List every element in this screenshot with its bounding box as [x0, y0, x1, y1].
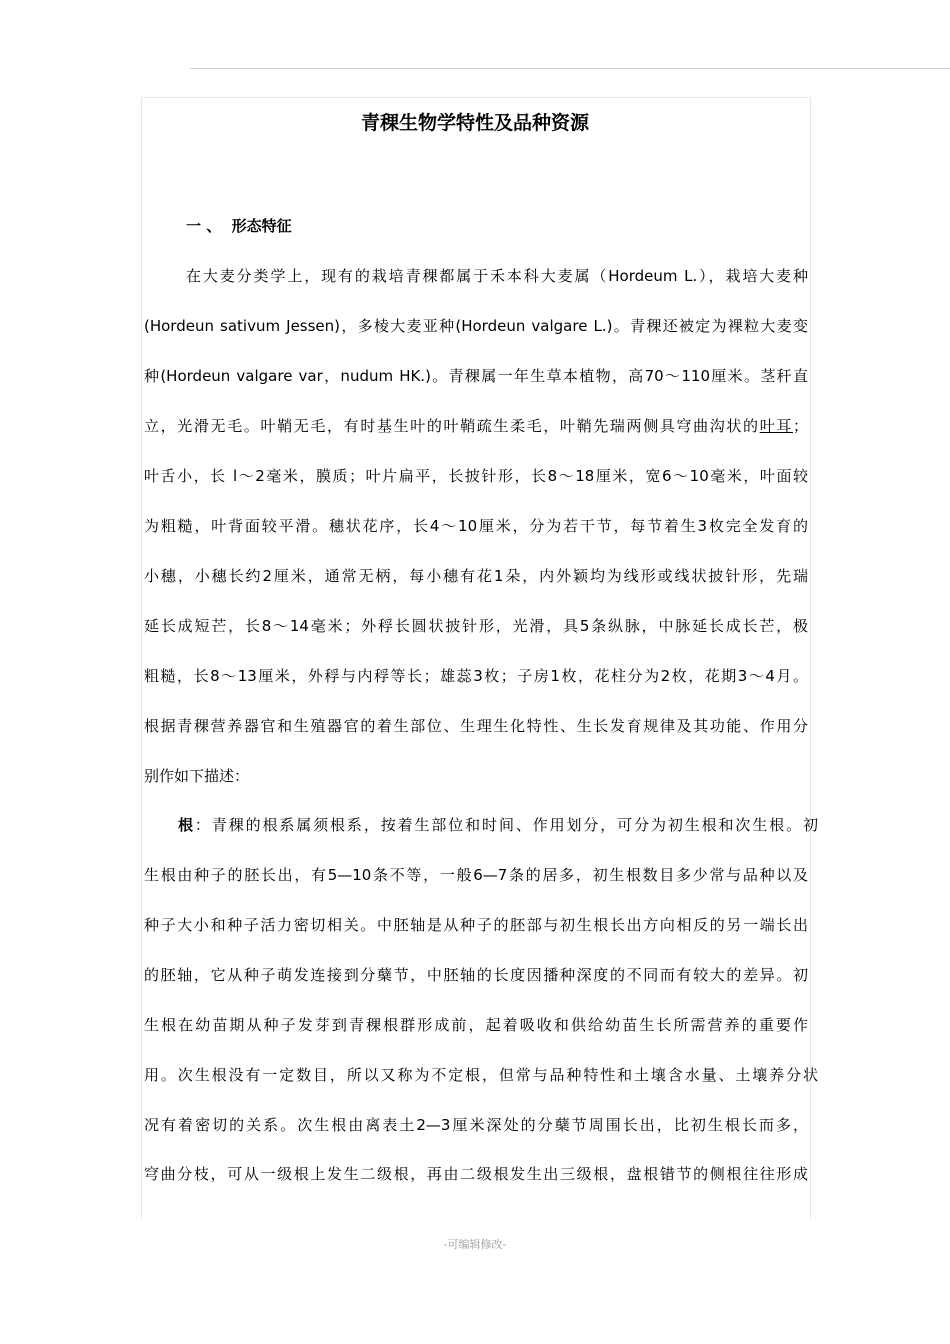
paragraph-line: 种子大小和种子活力密切相关。中胚轴是从种子的胚部与初生根长出方向相反的另一端长出	[144, 916, 808, 934]
paragraph-line: 粗糙，长8～13厘米，外稃与内稃等长；雄蕊3枚；子房1枚，花柱分为2枚，花期3～4月。	[144, 667, 808, 685]
paragraph-line: 的胚轴，它从种子萌发连接到分蘖节，中胚轴的长度因播种深度的不同而有较大的差异。初	[144, 966, 808, 984]
paragraph-line: 况有着密切的关系。次生根由离表土2—3厘米深处的分蘖节周围长出，比初生根长而多，	[144, 1116, 808, 1134]
paragraph-line: 根据青稞营养器官和生殖器官的着生部位、生理生化特性、生长发育规律及其功能、作用分	[144, 717, 808, 735]
punctuation: ；	[792, 417, 808, 435]
paragraph-text: 立，光滑无毛。叶鞘无毛，有时基生叶的叶鞘疏生柔毛，叶鞘先瑞两侧具穹曲沟状的	[144, 417, 760, 435]
paragraph-line: 小穗，小穗长约2厘米，通常无柄，每小穗有花1朵，内外颖均为线形或线状披针形，先瑞	[144, 567, 808, 585]
paragraph-line: 别作如下描述：	[144, 767, 250, 785]
page-footer: -可编辑修改-	[443, 1238, 507, 1251]
paragraph-line: 用。次生根没有一定数目，所以又称为不定根，但常与品种特性和土壤含水量、土壤养分状	[144, 1066, 818, 1084]
section-heading: 一 、 形态特征	[186, 217, 292, 235]
header-rule	[190, 68, 950, 69]
leaf-ear-term: 叶耳	[759, 417, 793, 435]
paragraph-line: 在大麦分类学上，现有的栽培青稞都属于禾本科大麦属（Hordeum L.），栽培大麦种	[186, 267, 808, 285]
paragraph-line	[144, 414, 808, 438]
document-title: 青稞生物学特性及品种资源	[360, 112, 589, 134]
paragraph-line: 生根在幼苗期从种子发芽到青稞根群形成前，起着吸收和供给幼苗生长所需营养的重要作	[144, 1016, 808, 1034]
paragraph-line: 延长成短芒，长8～14毫米；外稃长圆状披针形，光滑，具5条纵脉，中脉延长成长芒，极	[144, 617, 808, 635]
paragraph-line: 穹曲分枝，可从一级根上发生二级根，再由二级根发生出三级根，盘根错节的侧根往往形成	[144, 1165, 808, 1183]
paragraph-line: (Hordeun sativum Jessen)，多棱大麦亚种(Hordeun valgare L.)。青稞还被定为裸粒大麦变	[144, 317, 808, 335]
paragraph-text: ：青稞的根系属须根系，按着生部位和时间、作用划分，可分为初生根和次生根。初	[194, 816, 818, 834]
root-paragraph-line	[178, 813, 818, 837]
root-label: 根	[178, 816, 195, 834]
paragraph-line: 为粗糙，叶背面较平滑。穗状花序，长4～10厘米，分为若干节，每节着生3枚完全发育的	[144, 517, 808, 535]
paragraph-line: 种(Hordeun valgare var，nudum HK.)。青稞属一年生草本植物，高70～110厘米。茎秆直	[144, 367, 808, 385]
paragraph-line: 生根由种子的胚长出，有5—10条不等，一般6—7条的居多，初生根数目多少常与品种以及	[144, 866, 808, 884]
paragraph-line: 叶舌小，长 l～2毫米，膜质；叶片扁平，长披针形，长8～18厘米，宽6～10毫米，叶面较	[144, 467, 808, 485]
